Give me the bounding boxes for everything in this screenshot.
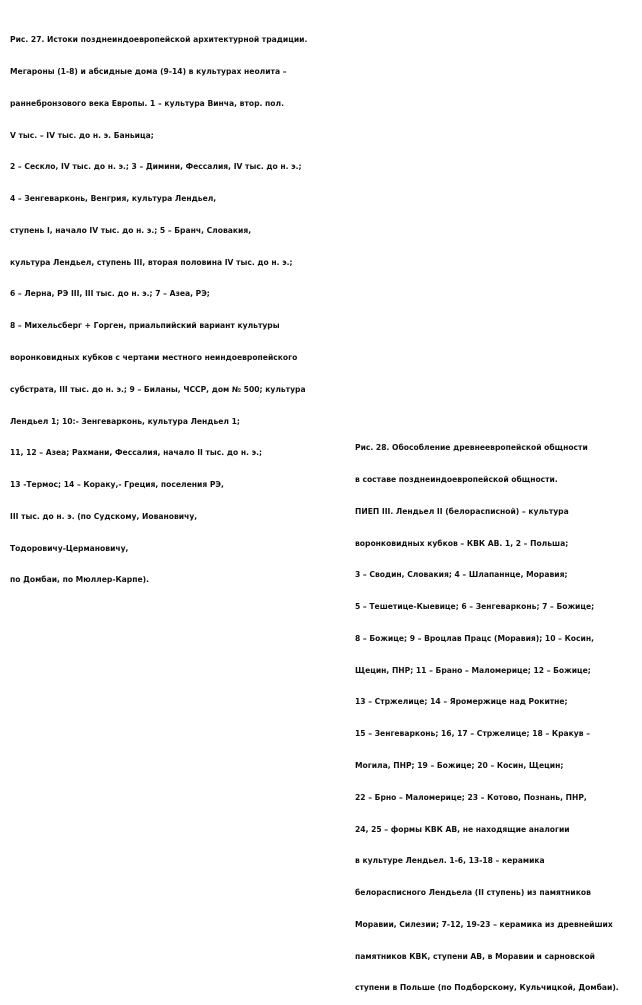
caption-line: 15 – Зенгеварконь; 16, 17 – Стржелице; 18 – Кракув –: [355, 729, 591, 739]
caption-line: 13 – Стржелице; 14 – Яромержице над Рокитне;: [355, 697, 568, 707]
caption-line: памятников КВК, ступени АВ, в Моравии и сарновской: [355, 951, 595, 961]
caption-line: Рис. 27. Истоки позднеиндоевропейской архитектурной традиции.: [10, 35, 308, 45]
caption-line: 8 – Михельсберг + Горген, приальпийский вариант культуры: [10, 321, 280, 331]
caption-line: 4 – Зенгеварконь, Венгрия, культура Лендьел,: [10, 194, 217, 204]
caption-line: 3 – Сводин, Словакия; 4 – Шлапаннце, Моравия;: [355, 570, 568, 580]
caption-line: ступень I, начало IV тыс. до н. э.; 5 – Бранч, Словакия,: [10, 225, 252, 235]
caption-line: 2 – Сескло, IV тыс. до н. э.; 3 – Димини, Фессалия, IV тыс. до н. э.;: [10, 162, 302, 172]
caption-line: ступени в Польше (по Подборскому, Кульчицкой, Домбаи).: [355, 983, 619, 993]
caption-line: III тыс. до н. э. (по Судскому, Иовановичу,: [10, 511, 198, 521]
caption-line: Мегароны (1-8) и абсидные дома (9-14) в культурах неолита –: [10, 66, 287, 76]
caption-line: Тодоровичу-Цермановичу,: [10, 543, 129, 553]
caption-line: в культуре Лендьел. 1-6, 13-18 – керамика: [355, 856, 545, 866]
caption-line: 6 – Лерна, РЭ III, III тыс. до н. э.; 7 – Азеа, РЭ;: [10, 289, 210, 299]
figure-27-caption: [10, 14, 307, 597]
figure-28-caption: [355, 422, 619, 1005]
caption-line: Щецин, ПНР; 11 – Брано – Маломерице; 12 – Божице;: [355, 665, 591, 675]
caption-line: субстрата, III тыс. до н. э.; 9 – Биланы, ЧССР, дом № 500; культура: [10, 384, 306, 394]
caption-line: 5 – Тешетице-Кыевице; 6 – Зенгеварконь; 7 – Божице;: [355, 602, 595, 612]
caption-line: раннебронзового века Европы. 1 – культура Винча, втор. пол.: [10, 98, 284, 108]
caption-line: культура Лендьел, ступень III, вторая половина IV тыс. до н. э.;: [10, 257, 293, 267]
caption-line: 13 -Термос; 14 – Кораку,- Греция, поселения РЭ,: [10, 480, 224, 490]
caption-line: белорасписного Лендьела (II ступень) из памятников: [355, 888, 591, 898]
caption-line: V тыс. – IV тыс. до н. э. Баньица;: [10, 130, 154, 140]
caption-line: по Домбаи, по Мюллер-Карпе).: [10, 575, 149, 585]
caption-line: в составе позднеиндоевропейской общности.: [355, 474, 558, 484]
caption-line: воронковидных кубков с чертами местного неиндоевропейского: [10, 353, 298, 362]
caption-line: 11, 12 – Азеа; Рахмани, Фессалия, начало II тыс. до н. э.;: [10, 448, 263, 458]
caption-line: Могила, ПНР; 19 – Божице; 20 – Косин, Щецин;: [355, 761, 564, 770]
caption-line: 24, 25 – формы КВК АВ, не находящие аналогии: [355, 824, 570, 834]
caption-line: Моравии, Силезии; 7-12, 19-23 – керамика из древнейших: [355, 919, 613, 929]
caption-line: Лендьел 1; 10:- Зенгеварконь, культура Лендьел 1;: [10, 416, 240, 426]
caption-line: 8 – Божице; 9 – Вроцлав Працс (Моравия); 10 – Косин,: [355, 633, 594, 643]
caption-line: ПИЕП III. Лендьел II (белорасписной) – культура: [355, 506, 569, 516]
caption-line: 22 – Брно – Маломерице; 23 – Котово, Познань, ПНР,: [355, 792, 587, 802]
caption-line: Рис. 28. Обособление древнеевропейской общности: [355, 443, 588, 453]
caption-line: воронковидных кубков – КВК АВ. 1, 2 – Польша;: [355, 538, 569, 548]
